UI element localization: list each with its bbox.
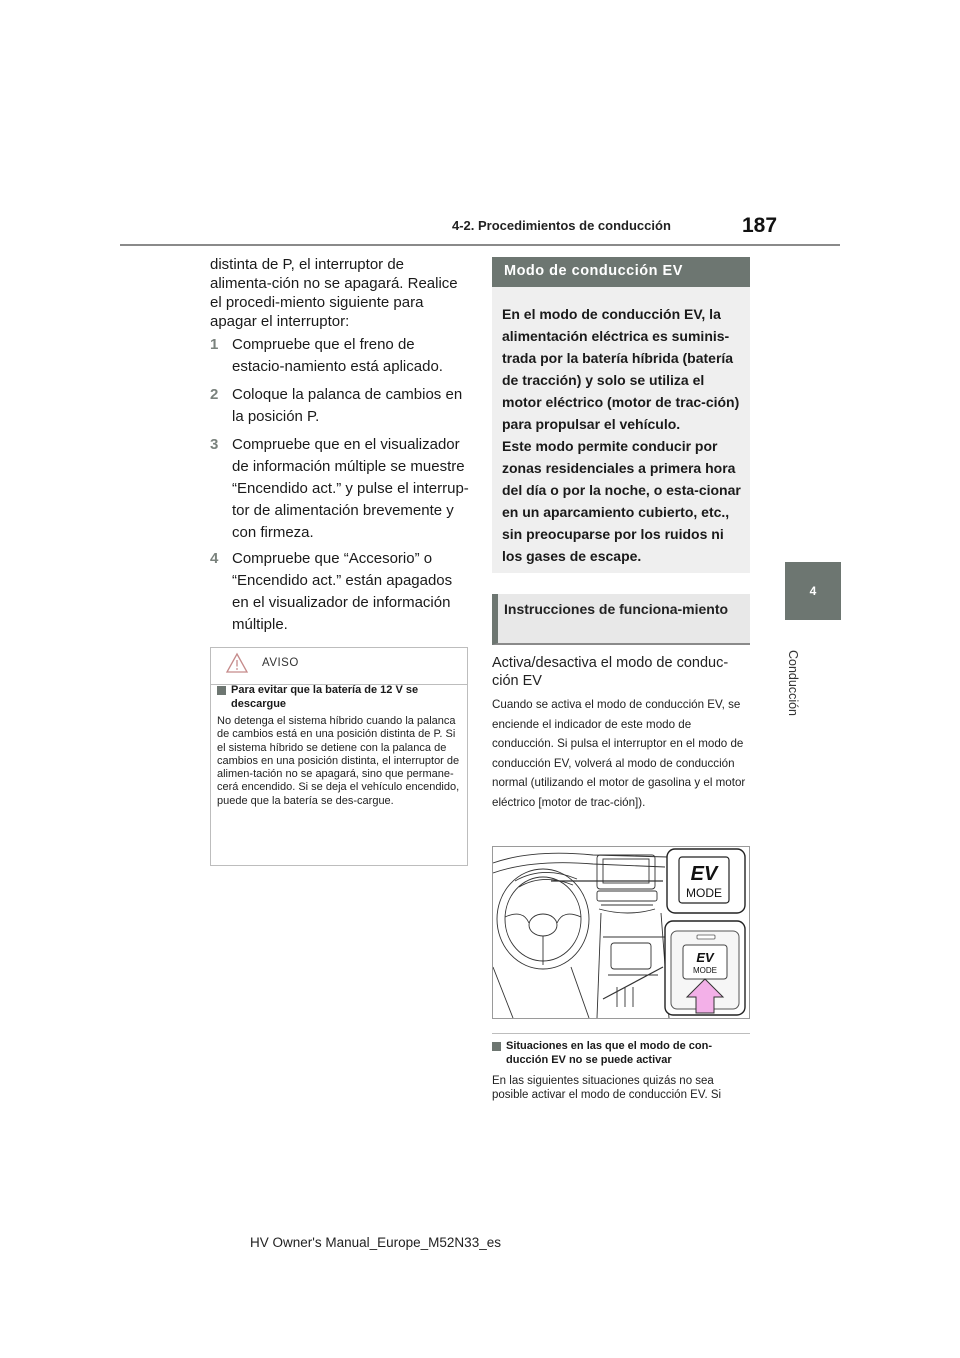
step-item: [210, 434, 470, 544]
step-text: Compruebe que en el visualizador de información múltiple se muestre “Encendido act.” y pulse el interrup-tor de alimentación brevemente y con firmeza.: [232, 436, 469, 541]
bullet-square-icon: [492, 1042, 501, 1051]
caution-box: [210, 647, 468, 866]
step-text: Compruebe que “Accesorio” o “Encendido act.” están apagados en el visualizador de información múltiple.: [232, 550, 453, 633]
ev-mode-heading: Modo de conducción EV: [492, 257, 750, 287]
mode-indicator-text: MODE: [686, 886, 722, 900]
caution-subtitle: [217, 683, 461, 711]
warning-icon: [225, 652, 249, 674]
ev-description-paragraph: En el modo de conducción EV, la alimentación eléctrica es suminis-trada por la batería híbrida (batería de tracción) y solo se utiliza el motor eléctrico (motor de trac-ción) para propulsar el vehículo.: [502, 306, 740, 432]
chapter-tab: [785, 562, 841, 620]
bullet-square-icon: [217, 686, 226, 695]
ev-indicator-text: EV: [690, 863, 718, 885]
situations-divider: [492, 1033, 750, 1034]
ev-description-paragraph: Este modo permite conducir por zonas residenciales a primera hora del día o por la noche, o esta-cionar en un aparcamiento cubierto, etc., sin preocuparse por los ruidos ni los gases de escape.: [502, 438, 741, 564]
step-number: 2: [210, 386, 219, 403]
chapter-number: 4: [809, 584, 817, 598]
ev-mode-switch-illustration: [492, 846, 750, 1019]
step-item: [210, 548, 470, 636]
situations-body: En las siguientes situaciones quizás no sea posible activar el modo de conducción EV. Si: [492, 1075, 722, 1101]
header-divider: [120, 244, 840, 246]
dashboard-drawing: [493, 847, 749, 1018]
instructions-heading: Instrucciones de funciona-miento: [492, 594, 750, 645]
mode-switch-text: MODE: [693, 966, 717, 975]
activate-body: Cuando se activa el modo de conducción EV, se enciende el indicador de este modo de conducción. Si pulsa el interruptor en el modo de conducción EV, volverá al modo de conducción normal (utilizando el motor de gasolina y el motor eléctrico [motor de trac-ción]).: [492, 698, 746, 809]
ev-switch-text: EV: [696, 950, 714, 965]
step-text: Coloque la palanca de cambios en la posición P.: [232, 386, 463, 425]
caution-subtitle-text: Para evitar que la batería de 12 V se descargue: [231, 684, 419, 710]
step-number: 4: [210, 550, 219, 567]
chapter-label-text: Conducción: [786, 649, 800, 717]
page-number: 187: [742, 214, 778, 237]
step-item: [210, 384, 470, 428]
ev-mode-description-box: [492, 287, 750, 573]
chapter-label: [778, 628, 808, 738]
caution-header: [211, 648, 467, 685]
step-number: 1: [210, 336, 219, 353]
step-text: Compruebe que el freno de estacio-namiento está aplicado.: [232, 336, 443, 375]
situations-title-text: Situaciones en las que el modo de con-ducción EV no se puede activar: [506, 1040, 712, 1066]
caution-label: AVISO: [262, 657, 299, 669]
step-item: [210, 334, 470, 378]
intro-paragraph: distinta de P, el interruptor de alimenta-ción no se apagará. Realice el procedi-miento siguiente para apagar el interruptor:: [210, 256, 458, 330]
caution-body: No detenga el sistema híbrido cuando la palanca de cambios está en una posición distinta de P. Si el sistema híbrido se detiene con la palanca de cambios en una posición distinta, el interruptor de alimen-tación no se apagará, sino que permane-cerá encendido. Si se deja el vehículo encendido, puede que la batería se des-cargue.: [217, 715, 460, 807]
situations-title: [492, 1040, 750, 1067]
footer-text: HV Owner's Manual_Europe_M52N33_es: [250, 1235, 501, 1250]
activate-title: Activa/desactiva el modo de conduc-ción EV: [492, 655, 729, 689]
step-number: 3: [210, 436, 219, 453]
section-title: 4-2. Procedimientos de conducción: [452, 218, 671, 233]
